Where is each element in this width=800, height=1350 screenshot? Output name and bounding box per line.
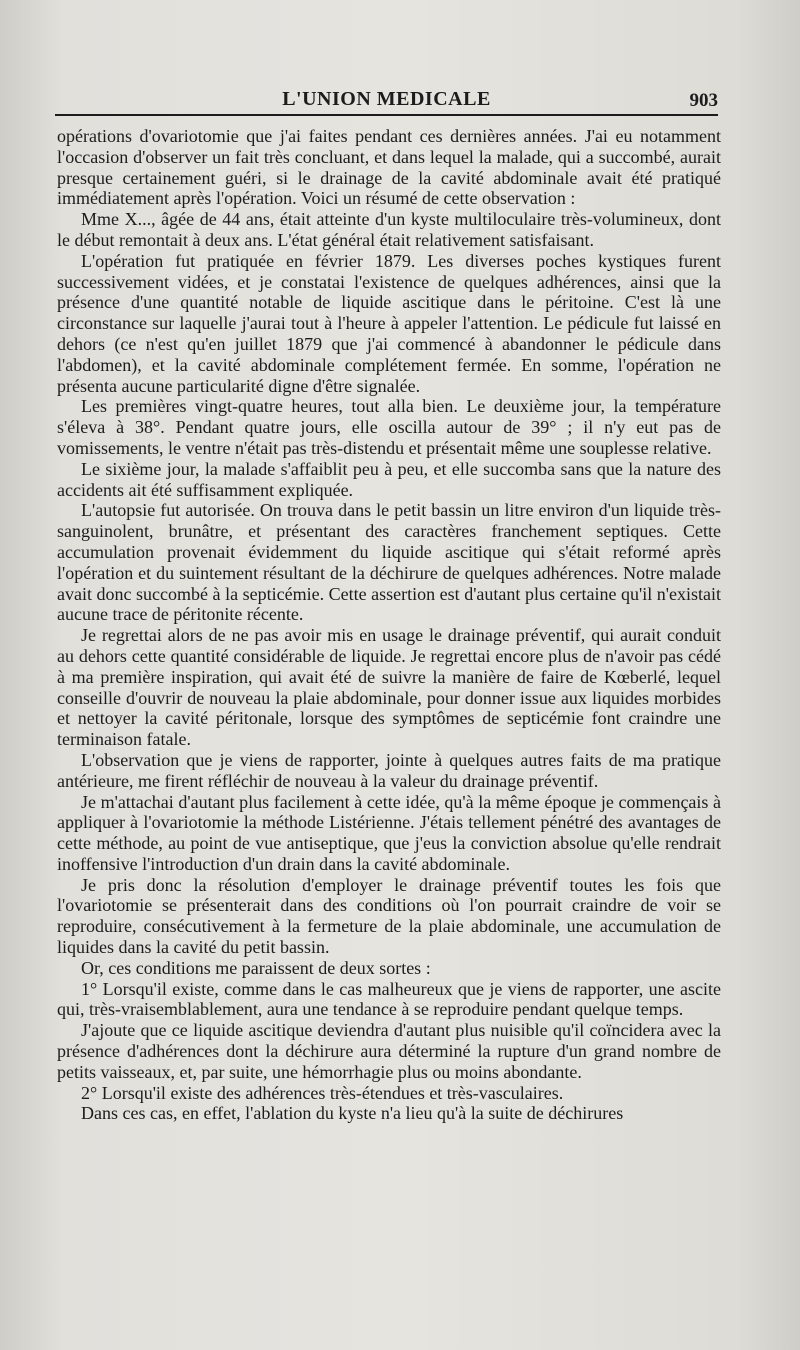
paragraph-5: Le sixième jour, la malade s'affaiblit peu à peu, et elle succomba sans que la nature des accidents ait été suffisamment expliquée. bbox=[57, 458, 721, 500]
page-number: 903 bbox=[689, 90, 718, 111]
running-title: L'UNION MEDICALE bbox=[282, 88, 491, 110]
paragraph-11: Or, ces conditions me paraissent de deux sortes : bbox=[81, 957, 431, 978]
paragraph-3: L'opération fut pratiquée en février 1879. Les diverses poches kystiques furent successivement vidées, et je constatai l'existence de quelques adhérences, ainsi que la présence d'une quantité notable de liquide ascitique dans le péritoine. C'est là une circonstance sur laquelle j'aurai tout à l'heure à appeler l'attention. Le pédicule fut laissé en dehors (ce n'est qu'en juillet 1879 que j'ai commencé à abandonner le pédicule dans l'abdomen), et la cavité abdominale complétement fermée. En somme, l'opération ne présenta aucune particularité digne d'être signalée. bbox=[57, 250, 721, 396]
page-header bbox=[55, 84, 718, 110]
paragraph-6: L'autopsie fut autorisée. On trouva dans le petit bassin un litre environ d'un liquide très-sanguinolent, brunâtre, et présentant des caractères franchement septiques. Cette accumulation provenait évidemment du liquide ascitique qui s'était reformé après l'opération et du suintement résultant de la déchirure de quelques adhérences. Notre malade avait donc succombé à la septicémie. Cette assertion est d'autant plus certaine qu'il n'existait aucune trace de péritonite récente. bbox=[57, 500, 721, 625]
paragraph-4: Les premières vingt-quatre heures, tout alla bien. Le deuxième jour, la température s'éleva à 38°. Pendant quatre jours, elle oscilla autour de 39° ; il n'y eut pas de vomissements, le ventre n'était pas très-distendu et présentait même une souplesse relative. bbox=[57, 396, 721, 458]
body-text bbox=[57, 126, 721, 1124]
paragraph-14: 2° Lorsqu'il existe des adhérences très-étendues et très-vasculaires. bbox=[81, 1082, 564, 1103]
paragraph-7: Je regrettai alors de ne pas avoir mis en usage le drainage préventif, qui aurait conduit au dehors cette quantité considérable de liquide. Je regrettai encore plus de n'avoir pas cédé à ma première inspiration, qui avait été de suivre la manière de faire de Kœberlé, lequel conseille d'ouvrir de nouveau la plaie abdominale, pour donner issue aux liquides morbides et nettoyer la cavité péritonale, lorsque des symptômes de septicémie font craindre une terminaison fatale. bbox=[57, 625, 721, 750]
paragraph-12: 1° Lorsqu'il existe, comme dans le cas malheureux que je viens de rapporter, une ascite qui, très-vraisemblablement, aura une tendance à se reproduire pendant quelque temps. bbox=[57, 978, 721, 1020]
paragraph-15: Dans ces cas, en effet, l'ablation du kyste n'a lieu qu'à la suite de déchirures bbox=[81, 1103, 624, 1124]
paragraph-8: L'observation que je viens de rapporter, jointe à quelques autres faits de ma pratique antérieure, me firent réfléchir de nouveau à la valeur du drainage préventif. bbox=[57, 749, 721, 791]
paragraph-9: Je m'attachai d'autant plus facilement à cette idée, qu'à la même époque je commençais à appliquer à l'ovariotomie la méthode Listérienne. J'étais tellement pénétré des avantages de cette méthode, au point de vue antiseptique, que j'eus la conviction absolue qu'elle rendrait inoffensive l'introduction d'un drain dans la cavité abdominale. bbox=[57, 791, 721, 874]
paragraph-10: Je pris donc la résolution d'employer le drainage préventif toutes les fois que l'ovariotomie se présenterait dans des conditions où l'on pourrait craindre de voir se reproduire, consécutivement à la fermeture de la plaie abdominale, une accumulation de liquides dans la cavité du petit bassin. bbox=[57, 874, 721, 958]
paragraph-13: J'ajoute que ce liquide ascitique deviendra d'autant plus nuisible qu'il coïncidera avec la présence d'adhérences dont la déchirure aura déterminé la rupture d'un grand nombre de petits vaisseaux, et, par suite, une hémorrhagie plus ou moins abondante. bbox=[57, 1020, 721, 1082]
paragraph-1: opérations d'ovariotomie que j'ai faites pendant ces dernières années. J'ai eu notamment l'occasion d'observer un fait très concluant, et dans lequel la malade, qui a succombé, aurait presque certainement guéri, si le drainage de la cavité abdominale avait été pratiqué immédiatement après l'opération. Voici un résumé de cette observation : bbox=[57, 126, 721, 209]
header-rule bbox=[55, 114, 718, 116]
paragraph-2: Mme X..., âgée de 44 ans, était atteinte d'un kyste multiloculaire très-volumineux, dont le début remontait à deux ans. L'état général était relativement satisfaisant. bbox=[57, 209, 721, 250]
